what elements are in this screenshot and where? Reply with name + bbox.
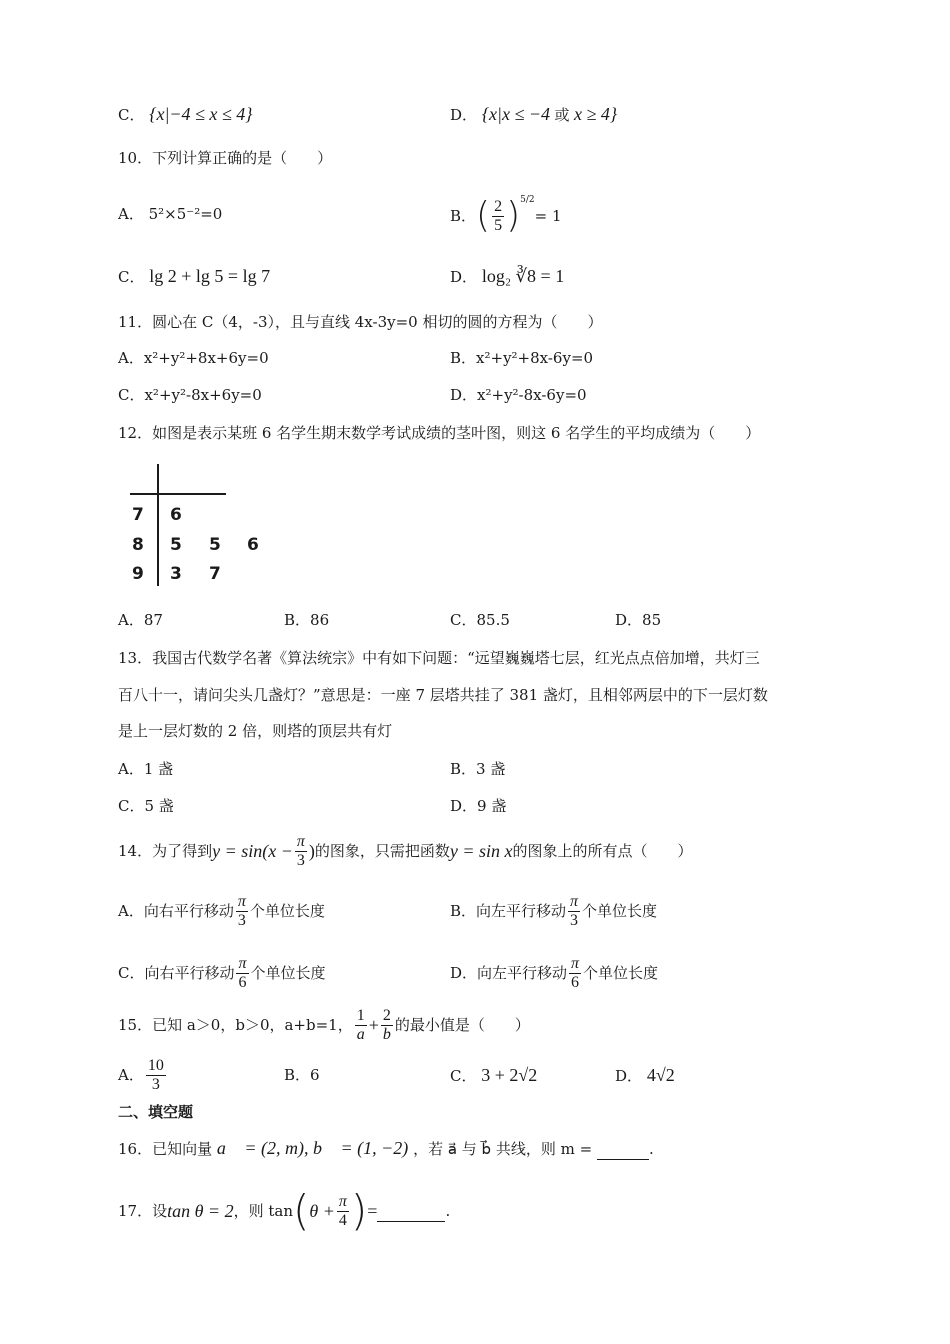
leaf-8-1: 5 [170,535,182,555]
q9-option-c-expr: {x|−4 ≤ x ≤ 4} [149,104,253,124]
q10-option-c-label: C． [118,268,145,286]
q13-option-b: B．3 盏 [450,760,506,778]
q13-option-a: A．1 盏 [118,760,174,778]
q14-stem [118,828,693,874]
q10-option-b-label: B． [450,207,477,225]
q15-option-a-den: 3 [151,1075,160,1093]
q14-option-d [450,950,658,996]
q14-option-d-fraction [569,955,581,992]
q14-option-d-pi: π [571,954,580,972]
q17-pre: 17．设 [118,1202,168,1220]
q15-option-d-expr: 4√2 [646,1065,675,1085]
q15-plus: + [368,1015,379,1035]
q12-stem: 12．如图是表示某班 6 名学生期末数学考试成绩的茎叶图，则这 6 名学生的平均成绩为（ ） [118,424,761,442]
q14-option-d-den: 6 [571,973,580,991]
q10-option-d-expr: log₂ ∛8 = 1 [481,266,565,286]
q17-theta: θ + [309,1201,335,1221]
q15-stem-post: 的最小值是（ ） [394,1016,530,1034]
q17-mid: ，则 tan [233,1202,293,1220]
q10-option-b-den: 5 [494,216,503,234]
q15-option-c-label: C． [450,1067,477,1085]
q16-stem [118,1138,654,1160]
leaf-7-1: 6 [170,505,182,525]
q14-option-a-pre: A．向右平行移动 [118,902,234,920]
q10-option-a-label: A． [118,205,144,223]
leaf-9-2: 7 [209,564,221,584]
q10-option-b [450,188,562,244]
leaf-8-3: 6 [247,535,259,555]
q14-stem-pi: π [296,832,305,850]
q14-option-b [450,888,657,934]
q14-option-a-fraction [236,893,248,930]
q14-stem-three: 3 [296,851,305,869]
q14-option-c-unit: 个单位长度 [250,964,326,982]
q14-option-d-pre: D．向左平行移动 [450,964,568,982]
q15-fraction-2-num: 2 [382,1006,391,1024]
q13-line-3: 是上一层灯数的 2 倍，则塔的顶层共有灯 [118,722,393,740]
q17-stem [118,1186,450,1236]
q14-option-c-pi: π [238,954,247,972]
q10-option-c [118,266,270,287]
q15-option-a [118,1052,168,1098]
q15-option-c-expr: 3 + 2√2 [481,1065,538,1085]
stem-leaf-horizontal-line [130,493,226,495]
q15-fraction-2 [381,1007,393,1044]
q11-stem: 11．圆心在 C（4，-3），且与直线 4x-3y=0 相切的圆的方程为（ ） [118,313,603,331]
q17-answer-blank [377,1201,445,1222]
q15-fraction-1 [355,1007,367,1044]
q10-stem: 10．下列计算正确的是（ ） [118,149,333,167]
q14-stem-post: 的图象上的所有点（ ） [512,842,693,860]
q14-option-d-unit: 个单位长度 [583,964,659,982]
q15-fraction-1-den: a [356,1025,365,1043]
q10-option-c-expr: lg 2 + lg 5 = lg 7 [149,266,271,286]
q9-option-d-label: D． [450,106,478,124]
leaf-9-1: 3 [170,564,182,584]
q9-option-d-expr-b: x ≥ 4} [569,104,618,124]
q10-option-a-expr: 5²×5⁻²=0 [148,205,223,223]
q16-mid: ，若 a⃗ 与 b⃗ 共线，则 m = [413,1140,597,1158]
q9-option-d-expr-a: {x|x ≤ −4 [481,104,555,124]
q17-rparen: ) [350,1186,368,1235]
q14-stem-fraction [295,833,307,870]
stem-8: 8 [132,535,144,555]
stem-7: 7 [132,505,144,525]
q14-option-b-den: 3 [570,911,579,929]
q15-stem [118,1002,530,1048]
q12-option-c: C．85.5 [450,611,510,629]
q14-option-c-pre: C．向右平行移动 [118,964,235,982]
q10-option-b-exp: 5/2 [520,195,535,205]
q10-option-b-lparen: ( [476,195,491,236]
q17-pi: π [338,1192,347,1210]
q17-four: 4 [338,1211,347,1229]
q15-option-d [615,1065,675,1086]
q13-line-1: 13．我国古代数学名著《算法统宗》中有如下问题：“远望巍巍塔七层，红光点点倍加增，共灯三 [118,649,760,667]
q11-option-b: B．x²+y²+8x-6y=0 [450,349,594,367]
q11-option-c: C．x²+y²-8x+6y=0 [118,386,262,404]
q10-option-d-label: D． [450,268,478,286]
q16-answer-blank [597,1139,649,1160]
q9-option-d-or: 或 [554,106,570,124]
stem-9: 9 [132,564,144,584]
q16-pre: 16．已知向量 [118,1140,217,1158]
q9-option-c [118,104,253,125]
q10-option-a [118,204,222,224]
q14-option-c [118,950,326,996]
q15-option-c [450,1065,537,1086]
q14-option-a-unit: 个单位长度 [249,902,325,920]
q14-stem-y-expr: y = sin(x − [212,841,293,861]
q16-post: . [648,1140,654,1158]
q15-stem-pre: 15．已知 a＞0，b＞0，a+b=1， [118,1016,353,1034]
q11-option-d: D．x²+y²-8x-6y=0 [450,386,587,404]
q14-option-b-pre: B．向左平行移动 [450,902,567,920]
q14-option-a [118,888,325,934]
q15-option-b: B．6 [284,1066,320,1084]
q14-stem-mid: 的图象，只需把函数 [314,842,450,860]
q14-option-a-den: 3 [237,911,246,929]
q14-option-a-pi: π [237,892,246,910]
leaf-8-2: 5 [209,535,221,555]
q17-fraction [337,1193,349,1230]
q10-option-b-rest: = 1 [534,207,562,225]
q13-option-d: D．9 盏 [450,797,507,815]
q12-option-d: D．85 [615,611,662,629]
q10-option-b-num: 2 [494,197,503,215]
q17-lparen: ( [293,1186,310,1235]
q14-option-b-fraction [568,893,580,930]
q14-option-b-unit: 个单位长度 [582,902,658,920]
q13-line-2: 百八十一，请问尖头几盏灯？”意思是：一座 7 层塔共挂了 381 盏灯，且相邻两层中的下一层灯数 [118,686,768,704]
q17-given: tan θ = 2 [167,1201,234,1221]
q10-option-b-rparen: ) [506,195,521,236]
q16-expr: a⃗ = (2, m), b⃗ = (1, −2) [216,1138,409,1158]
q12-option-a: A．87 [118,611,163,629]
q13-option-c: C．5 盏 [118,797,174,815]
q15-fraction-1-num: 1 [356,1006,365,1024]
q10-option-d [450,266,564,287]
q14-stem-close: ) [308,841,315,861]
q17-eq: = [367,1201,378,1221]
q10-option-b-fraction [492,198,504,235]
stem-leaf-vertical-line [157,464,159,586]
q9-option-c-label: C． [118,106,145,124]
q14-option-c-fraction [236,955,248,992]
q14-stem-y-sin: y = sin x [449,841,513,861]
q15-option-d-label: D． [615,1067,643,1085]
q15-fraction-2-den: b [382,1025,391,1043]
q14-option-b-pi: π [570,892,579,910]
q12-option-b: B．86 [284,611,330,629]
q15-option-a-fraction [146,1057,166,1094]
q17-post: . [445,1202,451,1220]
section-title-fill-in: 二、填空题 [118,1103,194,1121]
q14-stem-pre: 14．为了得到 [118,842,213,860]
q14-option-c-den: 6 [238,973,247,991]
q11-option-a: A．x²+y²+8x+6y=0 [118,349,269,367]
q15-option-a-num: 10 [147,1056,164,1074]
q15-option-a-label: A． [118,1066,144,1084]
q9-option-d [450,104,617,125]
